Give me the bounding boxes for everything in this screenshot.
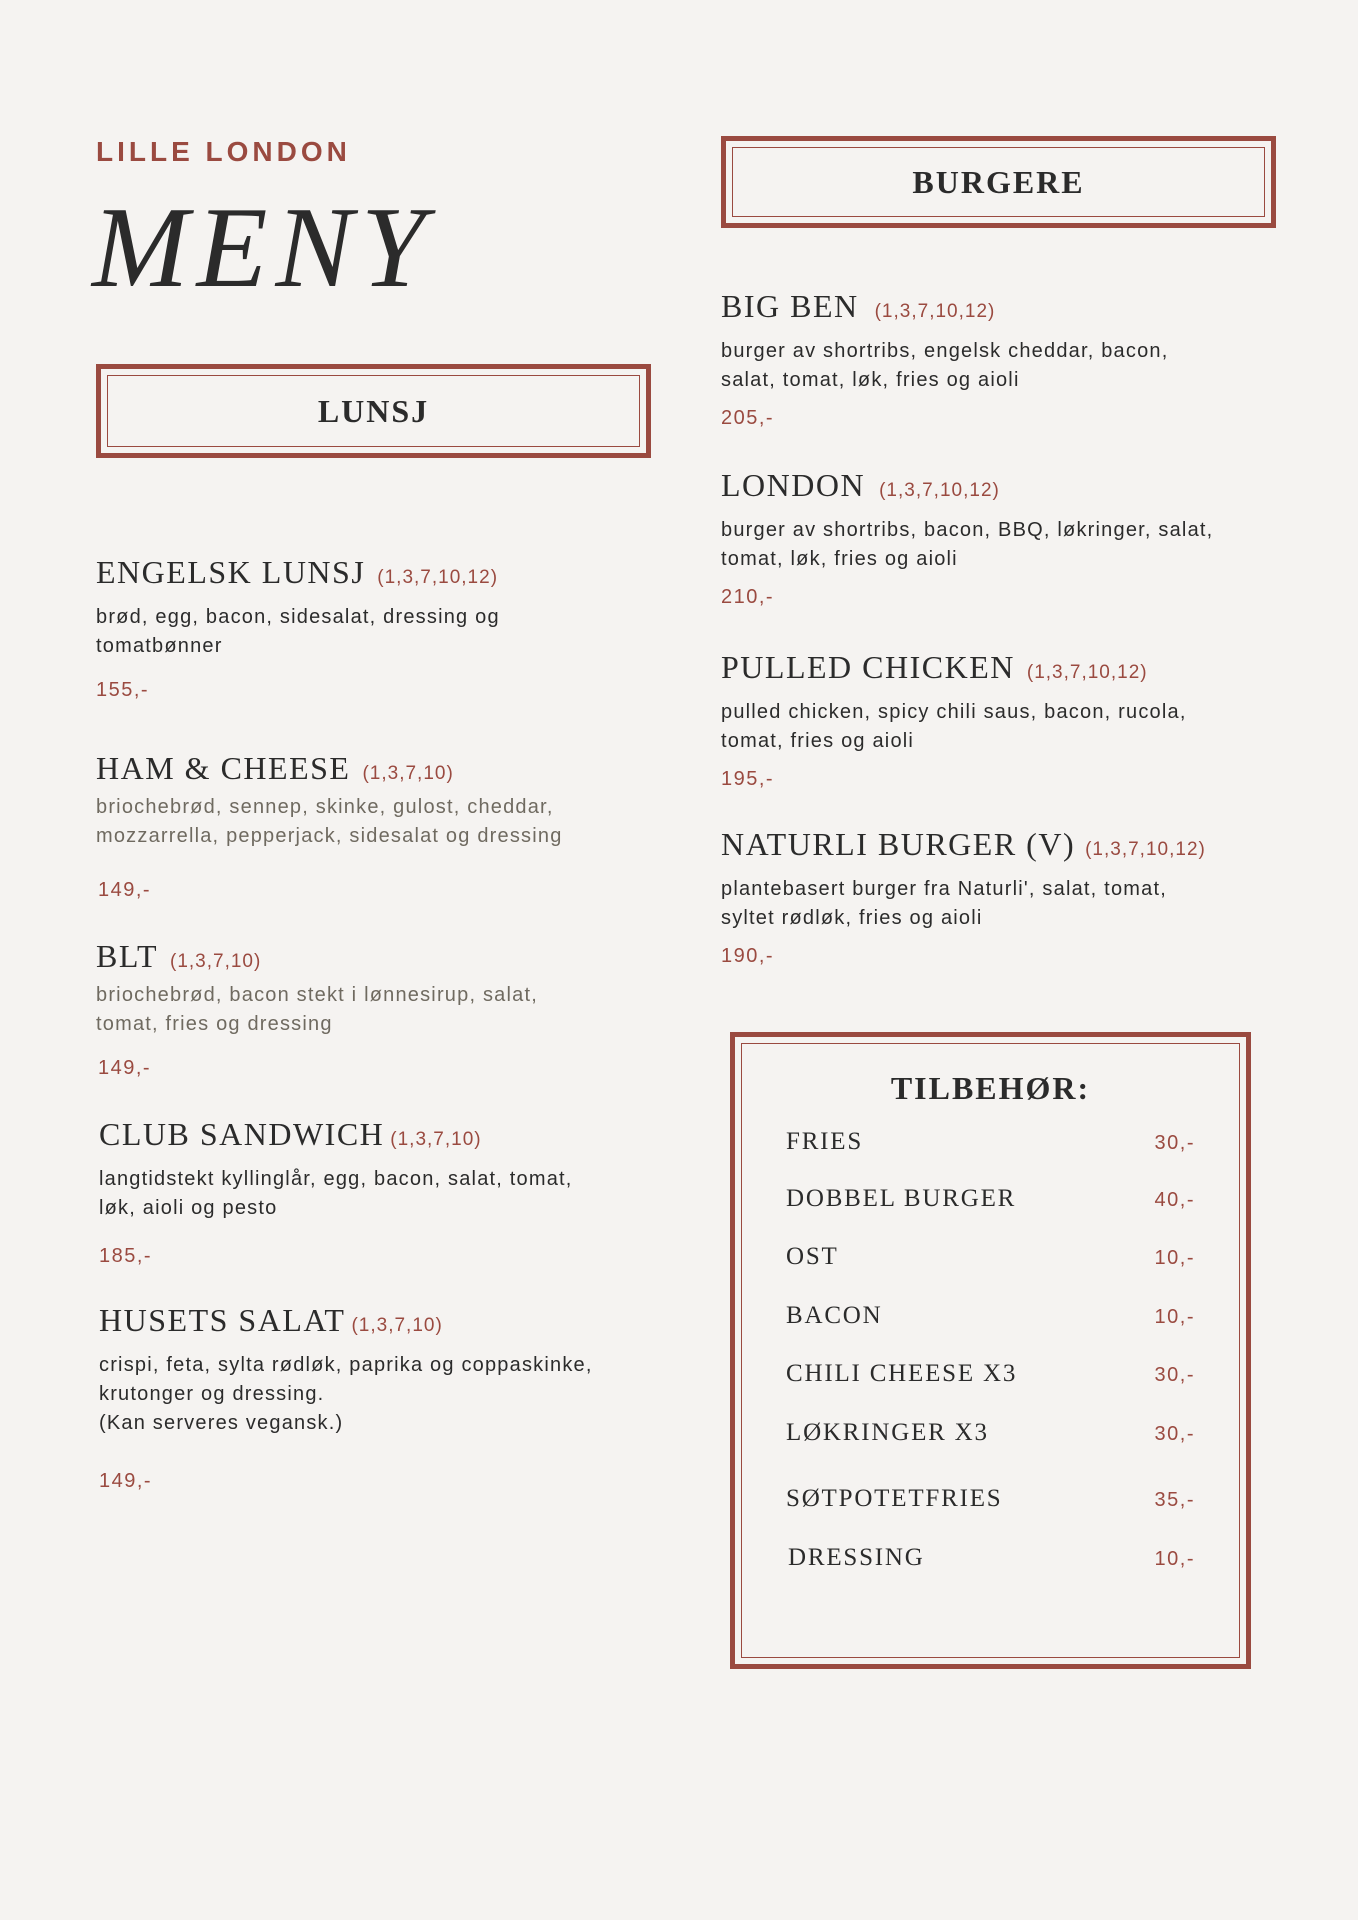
item-allergens: (1,3,7,10,12) <box>874 301 996 322</box>
item-description: briochebrød, bacon stekt i lønnesirup, salat, tomat, fries og dressing <box>96 984 538 1035</box>
item-description: burger av shortribs, engelsk cheddar, bacon, salat, tomat, løk, fries og aioli <box>721 340 1169 391</box>
side-item-name: DOBBEL BURGER <box>786 1185 1017 1212</box>
item-description: langtidstekt kyllinglår, egg, bacon, salat, tomat, løk, aioli og pesto <box>99 1168 573 1219</box>
side-item-name: FRIES <box>786 1128 864 1155</box>
item-description: briochebrød, sennep, skinke, gulost, cheddar, mozzarrella, pepperjack, sidesalat og dressing <box>96 796 563 847</box>
item-price: 195,- <box>721 768 775 790</box>
side-item-price: 30,- <box>1154 1132 1195 1154</box>
side-item <box>786 1128 1195 1156</box>
menu-item <box>721 288 1168 430</box>
item-price: 205,- <box>721 407 775 429</box>
item-price: 149,- <box>98 879 152 901</box>
menu-item <box>99 1302 593 1493</box>
menu-item <box>721 467 1213 609</box>
item-description: brød, egg, bacon, sidesalat, dressing og tomatbønner <box>96 606 500 657</box>
side-item-price: 10,- <box>1154 1306 1195 1328</box>
lunsj-heading: LUNSJ <box>317 392 430 429</box>
item-price: 149,- <box>98 1057 152 1079</box>
menu-item <box>99 1116 573 1268</box>
side-item <box>786 1485 1195 1513</box>
side-item-price: 35,- <box>1154 1489 1195 1511</box>
item-name: HAM & CHEESE <box>96 750 351 786</box>
restaurant-name: LILLE LONDON <box>96 136 351 167</box>
side-item-price: 40,- <box>1154 1189 1195 1211</box>
item-allergens: (1,3,7,10,12) <box>377 567 499 588</box>
menu-item <box>96 750 563 902</box>
side-item-name: OST <box>786 1243 839 1270</box>
item-name: NATURLI BURGER (V) <box>721 826 1076 862</box>
item-name: LONDON <box>721 467 866 503</box>
side-item <box>786 1419 1195 1447</box>
item-name: PULLED CHICKEN <box>721 649 1015 685</box>
item-price: 210,- <box>721 586 775 608</box>
item-allergens: (1,3,7,10) <box>170 951 262 972</box>
item-price: 185,- <box>99 1245 153 1267</box>
item-name: BLT <box>96 938 158 974</box>
item-name: BIG BEN <box>721 288 859 324</box>
side-item-name: LØKRINGER X3 <box>786 1419 989 1446</box>
item-description: crispi, feta, sylta rødløk, paprika og coppaskinke, krutonger og dressing. (Kan serveres vegansk.) <box>99 1354 593 1434</box>
item-allergens: (1,3,7,10,12) <box>879 480 1000 501</box>
tilbehor-box <box>730 1032 1251 1669</box>
menu-title: MENY <box>92 184 434 312</box>
item-allergens: (1,3,7,10) <box>390 1129 482 1150</box>
lunsj-header-frame <box>96 364 651 458</box>
side-item <box>786 1360 1195 1388</box>
item-price: 155,- <box>96 679 150 701</box>
side-item-name: CHILI CHEESE X3 <box>786 1360 1018 1387</box>
item-name: CLUB SANDWICH <box>99 1116 385 1152</box>
side-item <box>786 1185 1195 1213</box>
item-description: pulled chicken, spicy chili saus, bacon, rucola, tomat, fries og aioli <box>721 701 1187 752</box>
item-name: ENGELSK LUNSJ <box>96 554 366 590</box>
item-name: HUSETS SALAT <box>99 1302 346 1338</box>
menu-item <box>721 826 1206 968</box>
item-allergens: (1,3,7,10) <box>362 763 454 784</box>
menu-item <box>721 649 1187 791</box>
side-item <box>786 1243 1195 1271</box>
side-item-name: BACON <box>786 1302 883 1329</box>
side-item-price: 10,- <box>1154 1548 1195 1570</box>
item-price: 190,- <box>721 945 775 967</box>
side-item <box>786 1302 1195 1330</box>
item-description: plantebasert burger fra Naturli', salat, tomat, syltet rødløk, fries og aioli <box>721 878 1167 929</box>
menu-item <box>96 938 538 1080</box>
tilbehor-heading: TILBEHØR: <box>890 1070 1091 1106</box>
item-allergens: (1,3,7,10,12) <box>1026 662 1148 683</box>
menu-item <box>96 554 500 702</box>
item-allergens: (1,3,7,10,12) <box>1085 839 1206 860</box>
side-item <box>788 1544 1195 1572</box>
side-item-price: 10,- <box>1154 1247 1195 1269</box>
side-item-price: 30,- <box>1154 1423 1195 1445</box>
burgere-header-frame <box>721 136 1276 228</box>
burgere-heading: BURGERE <box>912 163 1085 200</box>
side-item-name: DRESSING <box>788 1544 925 1571</box>
item-price: 149,- <box>99 1470 153 1492</box>
side-item-price: 30,- <box>1154 1364 1195 1386</box>
side-item-name: SØTPOTETFRIES <box>786 1485 1003 1512</box>
item-description: burger av shortribs, bacon, BBQ, løkringer, salat, tomat, løk, fries og aioli <box>721 519 1214 570</box>
item-allergens: (1,3,7,10) <box>351 1315 443 1336</box>
